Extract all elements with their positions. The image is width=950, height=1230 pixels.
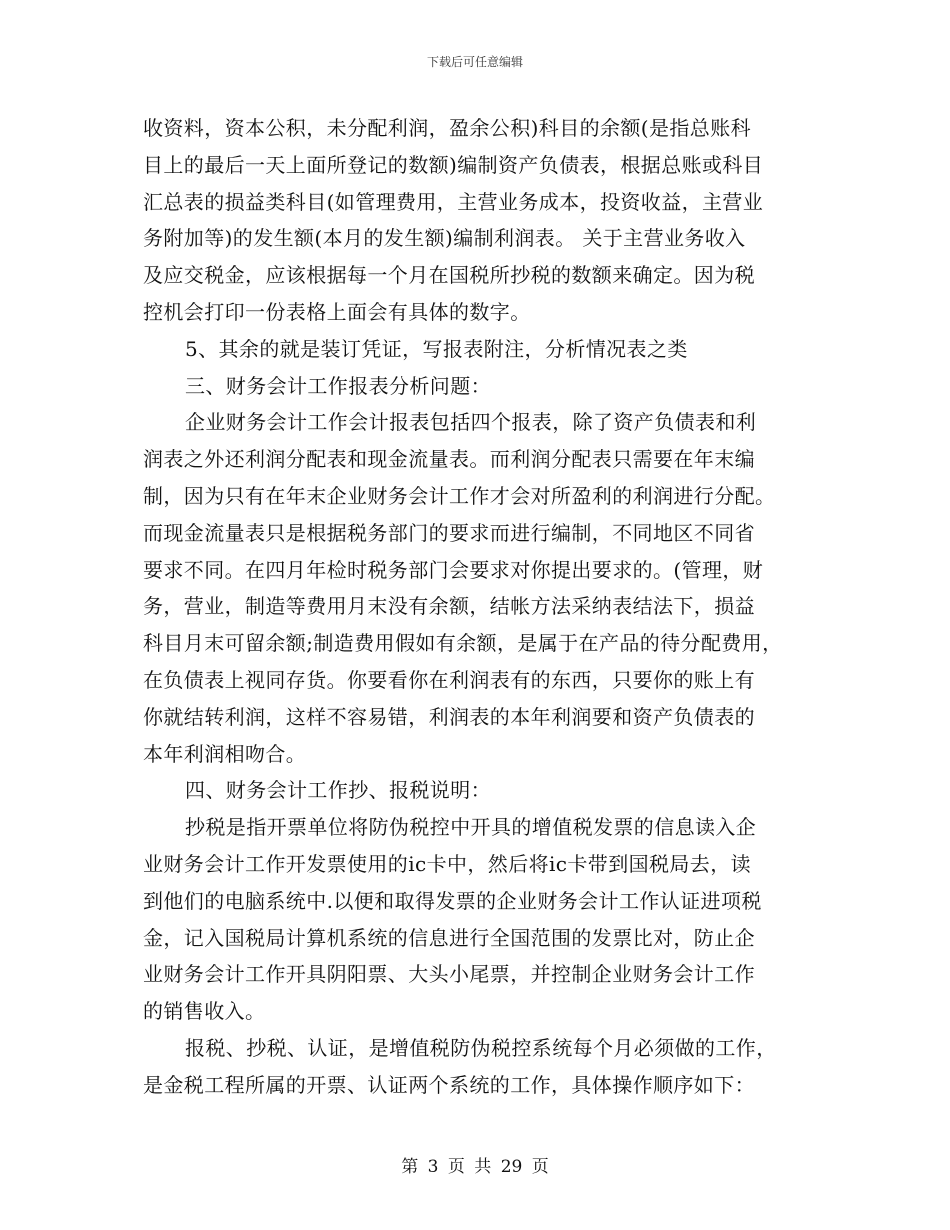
paragraph-line: 金，记入国税局计算机系统的信息进行全国范围的发票比对，防止企 [143, 925, 755, 950]
section-heading-3: 三、财务会计工作报表分析问题： [185, 373, 491, 398]
paragraph-line: 要求不同。在四月年检时税务部门会要求对你提出要求的。(管理，财 [143, 557, 764, 582]
paragraph-line: 科目月末可留余额;制造费用假如有余额，是属于在产品的待分配费用， [143, 631, 783, 656]
paragraph-line: 收资料，资本公积，未分配利润，盈余公积)科目的余额(是指总账科 [143, 116, 752, 140]
body-text [143, 110, 833, 1104]
paragraph-line: 是金税工程所属的开票、认证两个系统的工作，具体操作顺序如下： [143, 1072, 755, 1097]
paragraph-line: 的销售收入。 [143, 999, 266, 1024]
paragraph-line: 你就结转利润，这样不容易错，利润表的本年利润要和资产负债表的 [143, 704, 755, 729]
paragraph-line: 而现金流量表只是根据税务部门的要求而进行编制，不同地区不同省 [143, 520, 755, 545]
paragraph-line: 在负债表上视同存货。你要看你在利润表有的东西，只要你的账上有 [143, 667, 755, 692]
paragraph-line: 到他们的电脑系统中.以便和取得发票的企业财务会计工作认证进项税 [143, 888, 762, 913]
section-heading-4: 四、财务会计工作抄、报税说明： [185, 778, 491, 803]
paragraph-line: 业财务会计工作开发票使用的ic卡中，然后将ic卡带到国税局去，读 [143, 851, 751, 876]
paragraph-line: 企业财务会计工作会计报表包括四个报表，除了资产负债表和利 [185, 410, 757, 435]
list-item-5: 5、其余的就是装订凭证，写报表附注，分析情况表之类 [185, 336, 688, 361]
paragraph-line: 报税、抄税、认证，是增值税防伪税控系统每个月必须做的工作， [185, 1035, 777, 1060]
paragraph-line: 及应交税金，应该根据每一个月在国税所抄税的数额来确定。因为税 [143, 263, 755, 288]
paragraph-line: 控机会打印一份表格上面会有具体的数字。 [143, 299, 531, 324]
paragraph-line: 抄税是指开票单位将防伪税控中开具的增值税发票的信息读入企 [185, 815, 757, 840]
paragraph-line: 润表之外还利润分配表和现金流量表。而利润分配表只需要在年末编 [143, 447, 755, 472]
paragraph-line: 务附加等)的发生额(本月的发生额)编制利润表。 关于主营业务收入 [143, 226, 746, 251]
paragraph-line: 业财务会计工作开具阴阳票、大头小尾票，并控制企业财务会计工作 [143, 962, 755, 987]
paragraph-line: 汇总表的损益类科目(如管理费用，主营业务成本，投资收益，主营业 [143, 189, 764, 214]
page-footer: 第 3 页 共 29 页 [401, 1157, 549, 1177]
page-header: 下载后可任意编辑 [426, 55, 523, 69]
paragraph-line: 务，营业，制造等费用月末没有余额，结帐方法采纳表结法下，损益 [143, 594, 755, 619]
paragraph-line: 制，因为只有在年末企业财务会计工作才会对所盈利的利润进行分配。 [143, 483, 776, 508]
paragraph-line: 目上的最后一天上面所登记的数额)编制资产负债表，根据总账或科目 [143, 152, 764, 177]
paragraph-line: 本年利润相吻合。 [143, 741, 307, 766]
